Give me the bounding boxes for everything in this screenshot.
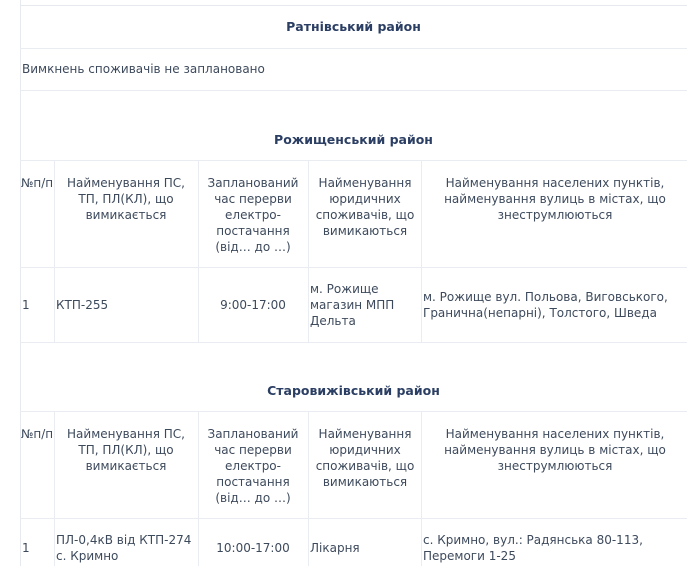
row-object: КТП-255: [56, 298, 109, 312]
column-divider: [308, 411, 309, 566]
row-consumers: м. Рожище магазин МПП Дельта: [310, 282, 395, 328]
divider: [20, 48, 687, 49]
row-consumers: Лікарня: [310, 541, 360, 555]
district-title-rozhyshche: Рожищенський район: [274, 132, 433, 147]
row-divider: [20, 518, 687, 519]
column-divider: [308, 160, 309, 342]
header-num: №п/п: [20, 176, 54, 190]
table-top-border: [20, 411, 687, 412]
header-time: Запланований час перерви електро-постачання (від… до …): [207, 427, 299, 505]
column-divider: [54, 160, 55, 342]
column-divider: [54, 411, 55, 566]
row-time: 9:00-17:00: [220, 298, 286, 312]
column-divider: [421, 411, 422, 566]
divider: [20, 90, 687, 91]
row-places: с. Кримно, вул.: Радянська 80-113, Перемоги 1-25: [423, 533, 643, 563]
header-places: Найменування населених пунктів, найменування вулиць в містах, що знеструмлюються: [444, 427, 666, 473]
header-num: №п/п: [20, 427, 54, 441]
header-consumers: Найменування юридичних споживачів, що вимикаються: [315, 427, 415, 489]
header-consumers: Найменування юридичних споживачів, що вимикаються: [315, 176, 415, 238]
district-title-ratne: Ратнівський район: [286, 19, 421, 34]
column-divider: [198, 160, 199, 342]
left-border: [20, 0, 21, 566]
row-num: 1: [22, 298, 30, 312]
district-title-stara-vyzhivka: Старовижівський район: [267, 383, 440, 398]
column-divider: [421, 160, 422, 342]
row-num: 1: [22, 541, 30, 555]
row-object: ПЛ-0,4кВ від КТП-274 с. Кримно: [56, 533, 192, 563]
header-object: Найменування ПС, ТП, ПЛ(КЛ), що вимикається: [67, 176, 185, 222]
table-top-border: [20, 160, 687, 161]
header-places: Найменування населених пунктів, найменування вулиць в містах, що знеструмлюються: [444, 176, 666, 222]
row-places: м. Рожище вул. Польова, Виговського, Гранична(непарні), Толстого, Шведа: [423, 290, 668, 320]
row-time: 10:00-17:00: [216, 541, 290, 555]
header-time: Запланований час перерви електро-постачання (від… до …): [207, 176, 299, 254]
header-object: Найменування ПС, ТП, ПЛ(КЛ), що вимикається: [67, 427, 185, 473]
no-outages-note: Вимкнень споживачів не заплановано: [22, 62, 265, 76]
table-bottom-border: [20, 342, 687, 343]
top-border: [20, 5, 687, 6]
row-divider: [20, 267, 687, 268]
